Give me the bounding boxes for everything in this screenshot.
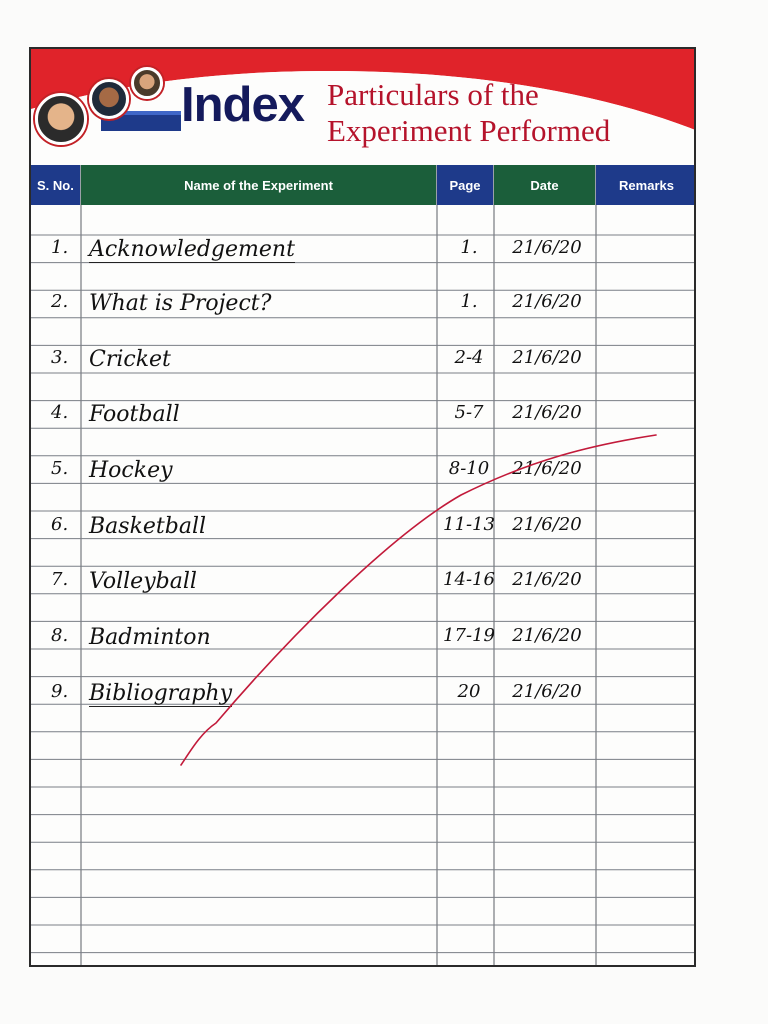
- entry-number: 1.: [51, 237, 69, 258]
- index-banner: [31, 49, 696, 169]
- entry-date: 21/6/20: [512, 514, 582, 535]
- column-header-sno: S. No.: [31, 165, 81, 205]
- entry-page: 1.: [460, 291, 478, 312]
- entry-date: 21/6/20: [512, 402, 582, 423]
- subtitle-line-1: Particulars of the: [327, 77, 539, 112]
- table-row: [31, 681, 696, 733]
- entry-date: 21/6/20: [512, 347, 582, 368]
- column-header-page: Page: [437, 165, 494, 205]
- entry-page: 17-19: [443, 625, 495, 646]
- table-row: [31, 458, 696, 510]
- column-header-remarks: Remarks: [596, 165, 696, 205]
- entry-name: Hockey: [89, 458, 173, 483]
- column-header-name: Name of the Experiment: [81, 165, 437, 205]
- entry-number: 5.: [51, 458, 69, 479]
- entry-page: 5-7: [454, 402, 484, 423]
- entry-date: 21/6/20: [512, 625, 582, 646]
- index-subtitle: [327, 77, 610, 149]
- portrait-avatar-icon: [131, 67, 163, 99]
- entry-page: 14-16: [443, 569, 495, 590]
- entry-name: Basketball: [89, 514, 207, 539]
- table-row: [31, 402, 696, 454]
- entry-number: 7.: [51, 569, 69, 590]
- table-row: [31, 237, 696, 289]
- index-title: Index: [181, 78, 304, 132]
- entry-page: 11-13: [443, 514, 495, 535]
- entry-number: 9.: [51, 681, 69, 702]
- table-row: [31, 569, 696, 621]
- entry-number: 3.: [51, 347, 69, 368]
- column-header-date: Date: [494, 165, 596, 205]
- entry-page: 2-4: [454, 347, 484, 368]
- entry-page: 1.: [460, 237, 478, 258]
- subtitle-line-2: Experiment Performed: [327, 113, 611, 148]
- table-row: [31, 291, 696, 343]
- entry-number: 8.: [51, 625, 69, 646]
- entry-name: Cricket: [89, 347, 171, 372]
- portrait-avatar-icon: [89, 79, 129, 119]
- entry-date: 21/6/20: [512, 291, 582, 312]
- entry-date: 21/6/20: [512, 569, 582, 590]
- entry-date: 21/6/20: [512, 237, 582, 258]
- entry-name: Acknowledgement: [89, 237, 295, 262]
- entry-name: Volleyball: [89, 569, 197, 594]
- entry-number: 2.: [51, 291, 69, 312]
- table-header: [31, 165, 696, 205]
- table-row: [31, 514, 696, 566]
- entry-name: What is Project?: [89, 291, 272, 316]
- entry-number: 6.: [51, 514, 69, 535]
- entry-name: Football: [89, 402, 180, 427]
- entry-date: 21/6/20: [512, 681, 582, 702]
- entry-page: 20: [457, 681, 481, 702]
- table-row: [31, 347, 696, 399]
- entry-date: 21/6/20: [512, 458, 582, 479]
- table-row: [31, 625, 696, 677]
- index-table: [31, 205, 696, 965]
- entry-name: Badminton: [89, 625, 211, 650]
- entry-page: 8-10: [448, 458, 490, 479]
- entry-number: 4.: [51, 402, 69, 423]
- entry-name: Bibliography: [89, 681, 232, 706]
- index-sheet: [29, 47, 696, 967]
- portrait-avatar-icon: [35, 93, 87, 145]
